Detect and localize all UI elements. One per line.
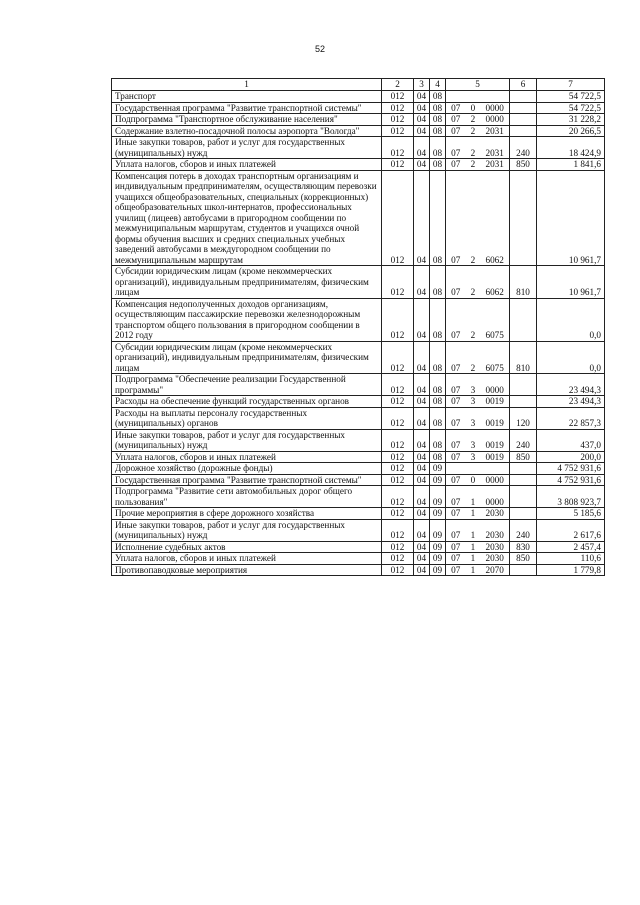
header-cell: 3 <box>414 79 430 91</box>
subsection-code: 09 <box>430 463 446 475</box>
ministry-code: 012 <box>382 553 414 565</box>
amount: 54 722,5 <box>537 102 605 114</box>
target-article-part: 0000 <box>485 114 504 124</box>
amount: 23 494,3 <box>537 396 605 408</box>
row-name: Расходы на обеспечение функций государственных органов <box>112 396 382 408</box>
section-code: 04 <box>414 170 430 266</box>
ministry-code: 012 <box>382 463 414 475</box>
subsection-code: 08 <box>430 374 446 396</box>
row-name: Уплата налогов, сборов и иных платежей <box>112 451 382 463</box>
row-name: Субсидии юридическим лицам (кроме некоммерческих организаций), индивидуальным предпринимателям, физическим лицам <box>112 266 382 299</box>
expense-type-code: 850 <box>510 159 537 171</box>
expense-type-code <box>510 474 537 486</box>
target-article-part: 2030 <box>485 541 504 552</box>
target-article-part: 1 <box>470 564 476 575</box>
amount: 200,0 <box>537 451 605 463</box>
table-row <box>112 170 605 266</box>
target-article-part: 0 <box>470 102 476 113</box>
row-name: Подпрограмма "Обеспечение реализации Государственной программы" <box>112 374 382 396</box>
target-article-part: 07 <box>451 114 461 124</box>
amount: 20 266,5 <box>537 125 605 137</box>
table-row <box>112 407 605 429</box>
amount: 22 857,3 <box>537 407 605 429</box>
target-article-code <box>446 541 510 553</box>
expense-type-code <box>510 396 537 408</box>
amount: 437,0 <box>537 429 605 451</box>
ministry-code: 012 <box>382 564 414 576</box>
amount: 2 617,6 <box>537 519 605 541</box>
subsection-code: 08 <box>430 429 446 451</box>
target-article-part: 6062 <box>485 254 504 265</box>
header-cell: 4 <box>430 79 446 91</box>
amount: 0,0 <box>537 341 605 374</box>
subsection-code: 08 <box>430 125 446 137</box>
subsection-code: 08 <box>430 298 446 341</box>
subsection-code: 09 <box>430 541 446 553</box>
target-article-part: 07 <box>451 287 461 297</box>
table-body <box>112 91 605 576</box>
target-article-part: 07 <box>451 440 461 450</box>
table-row <box>112 114 605 126</box>
header-cell: 2 <box>382 79 414 91</box>
target-article-part: 6075 <box>485 330 504 340</box>
target-article-part: 2 <box>470 287 476 297</box>
target-article-part: 07 <box>451 125 461 136</box>
amount: 110,6 <box>537 553 605 565</box>
ministry-code: 012 <box>382 137 414 159</box>
row-name: Прочие мероприятия в сфере дорожного хозяйства <box>112 508 382 520</box>
target-article-code <box>446 474 510 486</box>
expense-type-code <box>510 125 537 137</box>
target-article-part: 07 <box>451 254 461 265</box>
budget-table <box>111 78 605 576</box>
section-code: 04 <box>414 396 430 408</box>
target-article-part: 1 <box>470 530 476 540</box>
subsection-code: 09 <box>430 508 446 520</box>
row-name: Подпрограмма "Развитие сети автомобильных дорог общего пользования" <box>112 486 382 508</box>
ministry-code: 012 <box>382 541 414 553</box>
expense-type-code <box>510 170 537 266</box>
amount: 23 494,3 <box>537 374 605 396</box>
expense-type-code <box>510 508 537 520</box>
row-name: Дорожное хозяйство (дорожные фонды) <box>112 463 382 475</box>
table-row <box>112 137 605 159</box>
page-number: 52 <box>314 44 325 54</box>
subsection-code: 09 <box>430 553 446 565</box>
ministry-code: 012 <box>382 486 414 508</box>
section-code: 04 <box>414 407 430 429</box>
target-article-part: 1 <box>470 541 476 552</box>
table-row <box>112 553 605 565</box>
subsection-code: 08 <box>430 396 446 408</box>
row-name: Иные закупки товаров, работ и услуг для государственных (муниципальных) нужд <box>112 137 382 159</box>
table-row <box>112 519 605 541</box>
target-article-part: 3 <box>470 418 476 428</box>
target-article-part: 0019 <box>485 440 504 450</box>
amount: 4 752 931,6 <box>537 474 605 486</box>
table-row <box>112 564 605 576</box>
target-article-part: 2 <box>470 330 476 340</box>
target-article-part: 1 <box>470 508 476 518</box>
table-row <box>112 541 605 553</box>
amount: 1 779,8 <box>537 564 605 576</box>
target-article-part: 2030 <box>485 530 504 540</box>
amount: 10 961,7 <box>537 266 605 299</box>
target-article-code <box>446 102 510 114</box>
target-article-code <box>446 298 510 341</box>
section-code: 04 <box>414 266 430 299</box>
ministry-code: 012 <box>382 429 414 451</box>
row-name: Государственная программа "Развитие транспортной системы" <box>112 474 382 486</box>
amount: 3 808 923,7 <box>537 486 605 508</box>
subsection-code: 08 <box>430 159 446 171</box>
target-article-part: 0000 <box>485 474 504 485</box>
row-name: Уплата налогов, сборов и иных платежей <box>112 553 382 565</box>
target-article-part: 0000 <box>485 102 504 113</box>
target-article-part: 2 <box>470 362 476 373</box>
section-code: 04 <box>414 341 430 374</box>
ministry-code: 012 <box>382 508 414 520</box>
target-article-code <box>446 553 510 565</box>
section-code: 04 <box>414 564 430 576</box>
table-row <box>112 341 605 374</box>
amount: 1 841,6 <box>537 159 605 171</box>
target-article-part: 07 <box>451 530 461 540</box>
row-name: Подпрограмма "Транспортное обслуживание населения" <box>112 114 382 126</box>
target-article-part: 2030 <box>485 508 504 518</box>
target-article-code <box>446 114 510 126</box>
amount: 5 185,6 <box>537 508 605 520</box>
target-article-code <box>446 91 510 103</box>
row-name: Исполнение судебных актов <box>112 541 382 553</box>
table-row <box>112 508 605 520</box>
row-name: Иные закупки товаров, работ и услуг для государственных (муниципальных) нужд <box>112 429 382 451</box>
target-article-part: 07 <box>451 474 461 485</box>
subsection-code: 08 <box>430 451 446 463</box>
target-article-part: 07 <box>451 496 461 507</box>
target-article-part: 2 <box>470 114 476 124</box>
ministry-code: 012 <box>382 125 414 137</box>
section-code: 04 <box>414 298 430 341</box>
ministry-code: 012 <box>382 298 414 341</box>
target-article-code <box>446 266 510 299</box>
target-article-code <box>446 374 510 396</box>
ministry-code: 012 <box>382 91 414 103</box>
expense-type-code <box>510 486 537 508</box>
section-code: 04 <box>414 137 430 159</box>
target-article-part: 07 <box>451 102 461 113</box>
section-code: 04 <box>414 541 430 553</box>
section-code: 04 <box>414 159 430 171</box>
amount: 2 457,4 <box>537 541 605 553</box>
subsection-code: 09 <box>430 564 446 576</box>
subsection-code: 09 <box>430 486 446 508</box>
table-row <box>112 451 605 463</box>
subsection-code: 09 <box>430 519 446 541</box>
section-code: 04 <box>414 508 430 520</box>
subsection-code: 08 <box>430 102 446 114</box>
section-code: 04 <box>414 125 430 137</box>
expense-type-code: 850 <box>510 553 537 565</box>
section-code: 04 <box>414 486 430 508</box>
expense-type-code: 850 <box>510 451 537 463</box>
expense-type-code: 240 <box>510 137 537 159</box>
target-article-code <box>446 486 510 508</box>
ministry-code: 012 <box>382 102 414 114</box>
target-article-code <box>446 137 510 159</box>
table-row <box>112 486 605 508</box>
target-article-part: 0019 <box>485 396 504 406</box>
target-article-code <box>446 396 510 408</box>
target-article-part: 07 <box>451 564 461 575</box>
section-code: 04 <box>414 429 430 451</box>
table-row <box>112 159 605 171</box>
ministry-code: 012 <box>382 451 414 463</box>
target-article-part: 1 <box>470 553 476 563</box>
ministry-code: 012 <box>382 341 414 374</box>
ministry-code: 012 <box>382 159 414 171</box>
target-article-part: 07 <box>451 451 461 462</box>
section-code: 04 <box>414 553 430 565</box>
target-article-part: 2031 <box>485 147 504 158</box>
subsection-code: 08 <box>430 266 446 299</box>
target-article-part: 6062 <box>485 287 504 297</box>
target-article-code <box>446 463 510 475</box>
target-article-part: 3 <box>470 384 476 395</box>
target-article-part: 2 <box>470 159 476 169</box>
target-article-part: 3 <box>470 396 476 406</box>
ministry-code: 012 <box>382 266 414 299</box>
amount: 31 228,2 <box>537 114 605 126</box>
ministry-code: 012 <box>382 396 414 408</box>
target-article-part: 2070 <box>485 564 504 575</box>
row-name: Уплата налогов, сборов и иных платежей <box>112 159 382 171</box>
expense-type-code: 810 <box>510 341 537 374</box>
target-article-part: 2031 <box>485 159 504 169</box>
target-article-part: 3 <box>470 440 476 450</box>
target-article-code <box>446 429 510 451</box>
expense-type-code: 240 <box>510 519 537 541</box>
expense-type-code: 240 <box>510 429 537 451</box>
expense-type-code: 810 <box>510 266 537 299</box>
ministry-code: 012 <box>382 407 414 429</box>
target-article-part: 0000 <box>485 496 504 507</box>
target-article-part: 07 <box>451 508 461 518</box>
target-article-part: 07 <box>451 384 461 395</box>
row-name: Противопаводковые мероприятия <box>112 564 382 576</box>
target-article-code <box>446 407 510 429</box>
ministry-code: 012 <box>382 374 414 396</box>
amount: 10 961,7 <box>537 170 605 266</box>
header-cell: 5 <box>446 79 510 91</box>
table-row <box>112 463 605 475</box>
section-code: 04 <box>414 91 430 103</box>
subsection-code: 08 <box>430 407 446 429</box>
target-article-part: 0000 <box>485 384 504 395</box>
target-article-part: 2 <box>470 254 476 265</box>
target-article-part: 3 <box>470 451 476 462</box>
target-article-part: 0019 <box>485 451 504 462</box>
table-row <box>112 374 605 396</box>
ministry-code: 012 <box>382 114 414 126</box>
target-article-part: 07 <box>451 330 461 340</box>
header-cell: 1 <box>112 79 382 91</box>
subsection-code: 08 <box>430 341 446 374</box>
expense-type-code: 830 <box>510 541 537 553</box>
header-cell: 7 <box>537 79 605 91</box>
expense-type-code <box>510 91 537 103</box>
table-row <box>112 102 605 114</box>
target-article-code <box>446 341 510 374</box>
table-row <box>112 91 605 103</box>
row-name: Транспорт <box>112 91 382 103</box>
target-article-part: 2031 <box>485 125 504 136</box>
row-name: Компенсация недополученных доходов организациям, осуществляющим пассажирские перевозки железнодорожным транспортом общего пользования в пригородном сообщении в 2012 году <box>112 298 382 341</box>
ministry-code: 012 <box>382 170 414 266</box>
header-cell: 6 <box>510 79 537 91</box>
row-name: Иные закупки товаров, работ и услуг для государственных (муниципальных) нужд <box>112 519 382 541</box>
target-article-part: 2 <box>470 147 476 158</box>
expense-type-code <box>510 463 537 475</box>
target-article-part: 1 <box>470 496 476 507</box>
subsection-code: 09 <box>430 474 446 486</box>
target-article-part: 07 <box>451 362 461 373</box>
ministry-code: 012 <box>382 474 414 486</box>
target-article-part: 07 <box>451 159 461 169</box>
section-code: 04 <box>414 451 430 463</box>
amount: 0,0 <box>537 298 605 341</box>
row-name: Субсидии юридическим лицам (кроме некоммерческих организаций), индивидуальным предпринимателям, физическим лицам <box>112 341 382 374</box>
expense-type-code: 120 <box>510 407 537 429</box>
subsection-code: 08 <box>430 91 446 103</box>
section-code: 04 <box>414 519 430 541</box>
subsection-code: 08 <box>430 170 446 266</box>
section-code: 04 <box>414 463 430 475</box>
subsection-code: 08 <box>430 114 446 126</box>
table-row <box>112 266 605 299</box>
target-article-part: 07 <box>451 541 461 552</box>
row-name: Компенсация потерь в доходах транспортным организациям и индивидуальным предпринимателям, осуществляющим перевозки учащихся общеобразовательных, специальных (коррекционных) общеобразовательных школ-интернатов, профессиональных училищ (лицеев) автобусами в пригородном сообщении по межмуниципальным маршрутам, студентов и учащихся очной формы обучения высших и средних специальных учебных заведений автобусами в междугородном сообщении по межмуниципальным маршрутам <box>112 170 382 266</box>
row-name: Государственная программа "Развитие транспортной системы" <box>112 102 382 114</box>
section-code: 04 <box>414 374 430 396</box>
table-row <box>112 474 605 486</box>
target-article-code <box>446 508 510 520</box>
expense-type-code <box>510 564 537 576</box>
target-article-part: 07 <box>451 147 461 158</box>
target-article-part: 07 <box>451 553 461 563</box>
row-name: Содержание взлетно-посадочной полосы аэропорта "Вологда" <box>112 125 382 137</box>
target-article-code <box>446 519 510 541</box>
target-article-part: 07 <box>451 418 461 428</box>
table-row <box>112 429 605 451</box>
target-article-part: 2 <box>470 125 476 136</box>
target-article-part: 0019 <box>485 418 504 428</box>
section-code: 04 <box>414 114 430 126</box>
target-article-part: 6075 <box>485 362 504 373</box>
expense-type-code <box>510 298 537 341</box>
target-article-code <box>446 125 510 137</box>
amount: 4 752 931,6 <box>537 463 605 475</box>
section-code: 04 <box>414 102 430 114</box>
target-article-part: 0 <box>470 474 476 485</box>
expense-type-code <box>510 114 537 126</box>
table-header-row <box>112 79 605 91</box>
ministry-code: 012 <box>382 519 414 541</box>
section-code: 04 <box>414 474 430 486</box>
row-name: Расходы на выплаты персоналу государственных (муниципальных) органов <box>112 407 382 429</box>
expense-type-code <box>510 374 537 396</box>
target-article-code <box>446 159 510 171</box>
subsection-code: 08 <box>430 137 446 159</box>
expense-type-code <box>510 102 537 114</box>
target-article-code <box>446 564 510 576</box>
table-row <box>112 298 605 341</box>
target-article-part: 2030 <box>485 553 504 563</box>
target-article-code <box>446 170 510 266</box>
amount: 18 424,9 <box>537 137 605 159</box>
amount: 54 722,5 <box>537 91 605 103</box>
table-row <box>112 125 605 137</box>
table-row <box>112 396 605 408</box>
target-article-code <box>446 451 510 463</box>
target-article-part: 07 <box>451 396 461 406</box>
